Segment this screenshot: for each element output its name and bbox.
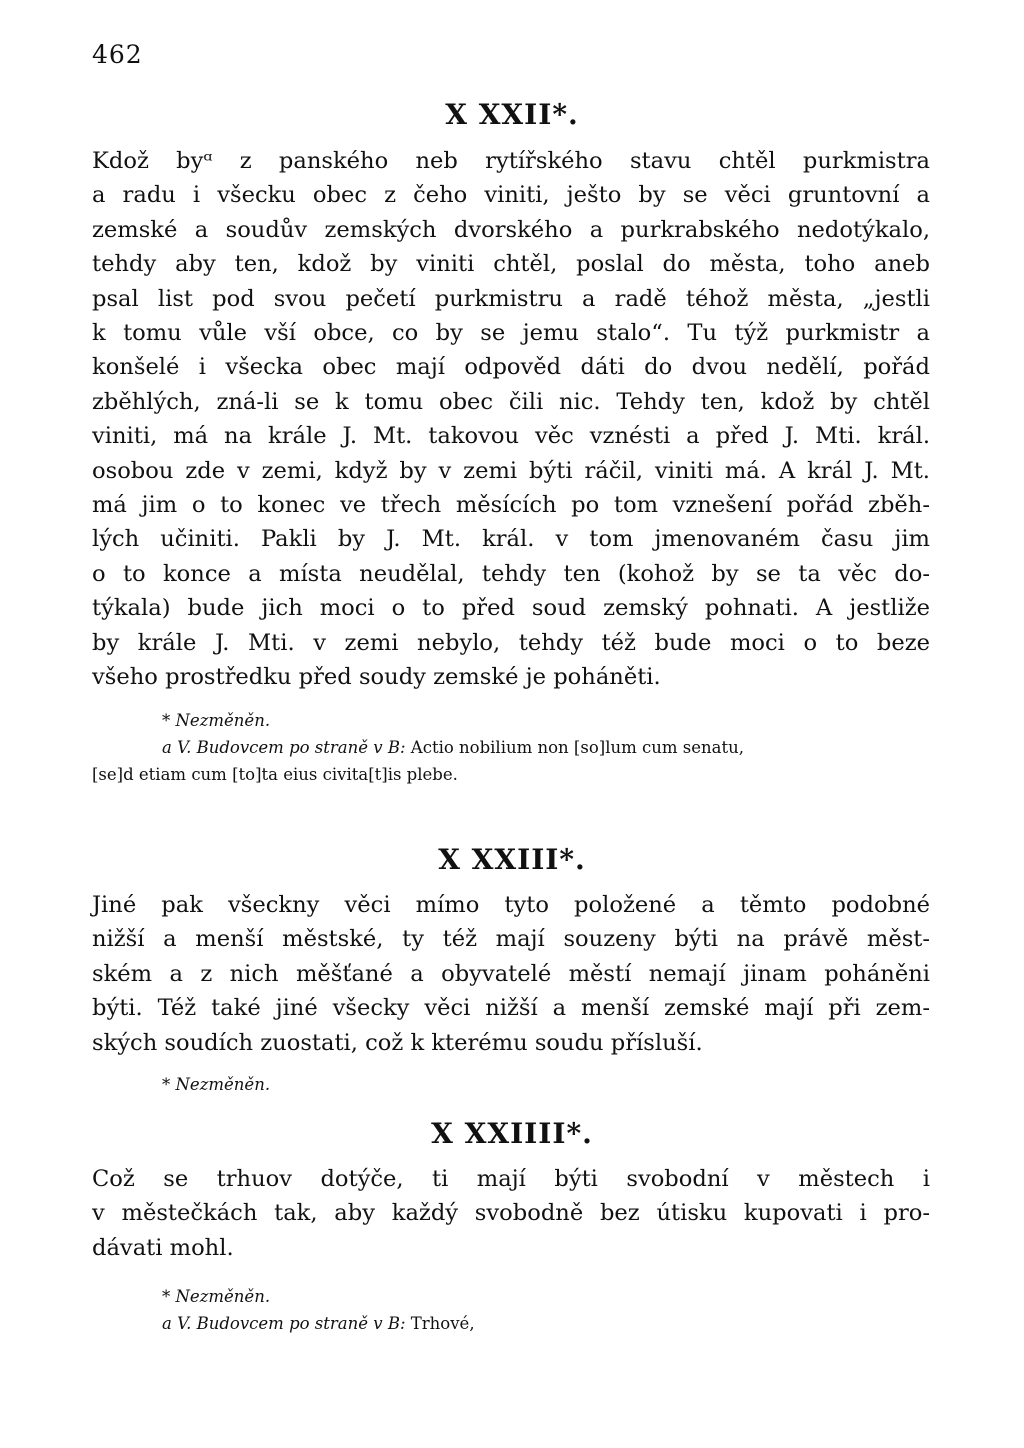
text-line: zběhlých, zná-li se k tomu obec čili nic. Tehdy ten, kdož by chtěl <box>92 388 930 415</box>
text-line: ském a z nich měšťané a obyvatelé městí nemají jinam poháněni <box>92 960 930 987</box>
footnote-star: * Nezměněn. <box>162 1075 271 1094</box>
footnote-a-cont: [se]d etiam cum [to]ta eius civita[t]is plebe. <box>92 765 458 784</box>
footnote-block <box>162 707 932 761</box>
footnote-a <box>162 734 932 761</box>
section-heading: X XXIII*. <box>438 843 586 876</box>
text-line: Což se trhuov dotýče, ti mají býti svobodní v městech i <box>92 1166 930 1192</box>
text-line: ských soudích zuostati, což k kterému soudu přísluší. <box>92 1029 703 1056</box>
footnote-star: * Nezměněn. <box>162 711 271 730</box>
text-line: býti. Též také jiné všecky věci nižší a menší zemské mají při zem- <box>92 995 930 1022</box>
section-heading: X XXII*. <box>445 98 579 131</box>
text-line: a radu i všecku obec z čeho viniti, ješto by se věci gruntovní a <box>92 182 930 209</box>
page-number: 462 <box>92 40 143 69</box>
footnote-block <box>162 1071 932 1098</box>
text-line: tehdy aby ten, kdož by viniti chtěl, poslal do města, toho aneb <box>92 251 930 278</box>
footnote-a-prefix: a V. Budovcem po straně v B: <box>162 738 406 757</box>
text-line: všeho prostředku před soudy zemské je poháněti. <box>92 664 661 691</box>
footnote-continuation <box>92 761 930 788</box>
text-line: týkala) bude jich moci o to před soud zemský pohnati. A jestliže <box>92 595 930 622</box>
footnote-block <box>162 1283 932 1337</box>
text-line: dávati mohl. <box>92 1234 234 1261</box>
text-line: viniti, má na krále J. Mt. takovou věc vznésti a před J. Mti. král. <box>92 423 930 450</box>
footnote-a-text: Actio nobilium non [so]lum cum senatu, <box>410 738 744 757</box>
text-line: Kdož byᵅ z panského neb rytířského stavu chtěl purkmistra <box>92 148 930 174</box>
footnote-star: * Nezměněn. <box>162 1287 271 1306</box>
footnote-a-prefix: a V. Budovcem po straně v B: <box>162 1314 406 1333</box>
text-line: psal list pod svou pečetí purkmistru a radě téhož města, „jestli <box>92 285 930 312</box>
footnote-a <box>162 1310 932 1337</box>
text-line: zemské a soudův zemských dvorského a purkrabského nedotýkalo, <box>92 216 930 243</box>
text-line: k tomu vůle vší obce, co by se jemu stalo“. Tu týž purkmistr a <box>92 320 930 347</box>
text-line: by krále J. Mti. v zemi nebylo, tehdy též bude moci o to beze <box>92 629 930 656</box>
text-line: má jim o to konec ve třech měsících po tom vznešení pořád zběh- <box>92 492 930 519</box>
text-line: nižší a menší městské, ty též mají souzeny býti na právě měst- <box>92 926 930 953</box>
section-body <box>92 1162 930 1265</box>
section-heading: X XXIIII*. <box>431 1117 593 1150</box>
footnote-a-text: Trhové, <box>410 1314 475 1333</box>
section-body <box>92 888 930 1060</box>
text-line: Jiné pak všeckny věci mímo tyto položené a těmto podobné <box>92 892 930 918</box>
text-line: o to konce a místa neudělal, tehdy ten (kohož by se ta věc do- <box>92 560 930 587</box>
text-line: lých učiniti. Pakli by J. Mt. král. v tom jmenovaném času jim <box>92 526 930 553</box>
text-line: osobou zde v zemi, když by v zemi býti ráčil, viniti má. A král J. Mt. <box>92 457 930 484</box>
text-line: v městečkách tak, aby každý svobodně bez útisku kupovati i pro- <box>92 1200 930 1227</box>
text-line: konšelé i všecka obec mají odpověd dáti do dvou nedělí, pořád <box>92 354 930 381</box>
section-body <box>92 144 930 695</box>
